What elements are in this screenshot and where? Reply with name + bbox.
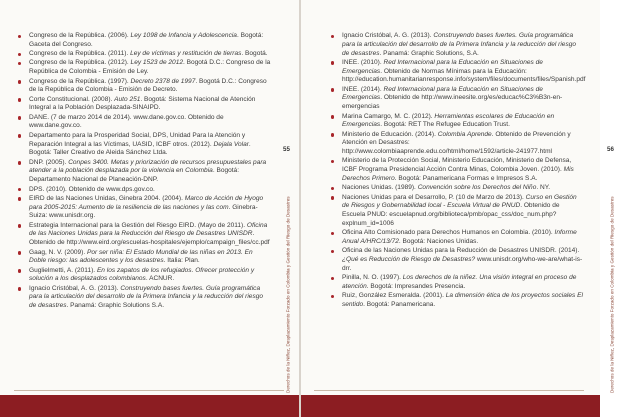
reference-title: Ley 1098 de Infancia y Adolescencia xyxy=(130,32,237,39)
reference-text: . Italia: Plan. xyxy=(163,257,200,265)
reference-item xyxy=(17,195,271,221)
reference-text: . Bogotá. xyxy=(241,50,268,58)
reference-text: DANE. (7 de marzo 2014 de 2014). www.dane.gov.co. Obtenido de www.dane.gov.co. xyxy=(29,113,224,130)
reference-text: . Bogotá: Naciones Unidas. xyxy=(398,238,479,245)
reference-text: DPS. (2010). Obtenido de www.dps.gov.co. xyxy=(29,185,155,193)
reference-item xyxy=(330,59,584,85)
bullet-icon xyxy=(18,134,21,137)
reference-title: Red Internacional para la Educación en Situaciones de Emergencias xyxy=(342,58,543,75)
bullet-icon xyxy=(18,251,21,254)
reference-text: . Bogotá D.C.: Congreso de la República de Colombia - Emisión de Ley. xyxy=(29,59,271,76)
bullet-icon xyxy=(331,61,334,64)
reference-item xyxy=(17,186,271,195)
reference-item xyxy=(330,247,584,273)
reference-text: www.unisdr.org/who-we-are/what-is-drr. xyxy=(342,256,583,272)
reference-title: Ley de víctimas y restitución de tierras xyxy=(130,50,242,58)
reference-text: Pinilla, N. O. (1997). xyxy=(342,274,403,282)
reference-text: INEE. (2014). xyxy=(342,85,384,93)
reference-item xyxy=(17,249,271,267)
reference-item xyxy=(330,194,584,229)
left-running-header-text: Derechos de la Niñez, Desplazamiento Forzado en Colombia y Gestión del Riesgo de Desastres xyxy=(285,196,291,393)
reference-item xyxy=(330,86,584,112)
left-reference-list xyxy=(17,32,271,312)
reference-title: Colombia Aprende xyxy=(437,130,492,138)
reference-text: . Ginebra-Suiza: www.unisdr.org. xyxy=(29,203,258,220)
reference-text: . Bogotá: Sistema Nacional de Atención Integral a la Población Desplazada-SINAIPD. xyxy=(29,95,256,112)
reference-title: Por ser niña: El Estado Mundial de las niñas en 2013. En Doble riesgo: las adolescentes y los desastres xyxy=(29,248,253,265)
reference-title: Decreto 2378 de 1997 xyxy=(130,77,196,85)
reference-item xyxy=(330,184,584,193)
bullet-icon xyxy=(18,224,21,227)
bullet-icon xyxy=(18,80,21,83)
reference-text: Ministerio de la Protección Social, Ministerio Educación, Ministerio de Defensa, ICBF Programa Presidencial Acción Contra Minas, Colombia Joven. (2010). xyxy=(342,157,572,174)
reference-item xyxy=(330,113,584,131)
right-running-header xyxy=(607,158,617,398)
bullet-icon xyxy=(18,161,21,164)
reference-text: . Bogotá: Gaceta del Congreso. xyxy=(29,32,264,48)
reference-text: . Bogotá: Panamericana. xyxy=(363,301,436,309)
left-footer-band xyxy=(0,395,299,417)
reference-text: Corte Constitucional. (2008). xyxy=(29,95,115,103)
bullet-icon xyxy=(331,187,334,190)
bullet-icon xyxy=(18,197,21,200)
reference-item xyxy=(330,229,584,247)
bullet-icon xyxy=(331,133,334,136)
reference-item xyxy=(17,50,271,59)
right-footer-band xyxy=(301,395,600,417)
reference-title: Dejala Volar xyxy=(213,140,249,148)
bullet-icon xyxy=(18,35,21,38)
reference-item xyxy=(17,285,271,311)
reference-item xyxy=(17,267,271,285)
reference-title: Marco de Acción de Hyogo para 2005-2015: Aumento de la resiliencia de las naciones y las com xyxy=(29,194,264,211)
left-page xyxy=(0,0,299,417)
reference-item xyxy=(330,131,584,157)
reference-text: Oficina Alto Comisionado para Derechos Humanos en Colombia. (2010). xyxy=(342,229,555,237)
reference-text: EIRD de las Naciones Unidas, Ginebra 2004. (2004). xyxy=(29,194,185,202)
reference-text: Marina Camargo, M. C. (2012). xyxy=(342,112,435,120)
reference-text: Ignacio Cristóbal, A. G. (2013). xyxy=(342,32,434,39)
reference-title: Auto 251 xyxy=(114,95,141,103)
bullet-icon xyxy=(331,160,334,163)
reference-text: . Panamá: Graphic Solutions S.A. xyxy=(66,302,165,310)
reference-text: Ruiz, González Esmeralda. (2001). xyxy=(342,292,446,300)
bullet-icon xyxy=(331,196,334,199)
reference-text: Congreso de la República. (1997). xyxy=(29,77,131,85)
reference-item xyxy=(17,59,271,77)
reference-text: . Bogotá: RET The Refugee Education Trust. xyxy=(380,121,510,129)
bullet-icon xyxy=(18,269,21,272)
left-footer-rule xyxy=(14,390,284,391)
reference-text: . Bogotá: Panamericana Formas e Impresos S.A. xyxy=(394,174,538,182)
reference-item xyxy=(330,32,584,58)
reference-text: . Bogotá: Departamento Nacional de Planeación-DNP. xyxy=(29,167,240,184)
reference-text: Oficina de las Naciones Unidas para la Reducción de Desastres UNISDR. (2014). xyxy=(342,247,580,255)
reference-text: Estrategia Internacional para la Gestión del Riesgo EIRD. (Mayo de 2011). xyxy=(29,221,247,229)
bullet-icon xyxy=(18,98,21,101)
reference-item xyxy=(17,132,271,158)
bullet-icon xyxy=(18,53,21,56)
reference-text: . Bogotá: Taller Creativo de Aleida Sánchez Ltda. xyxy=(29,140,251,157)
bullet-icon xyxy=(331,277,334,280)
reference-title: Convención sobre los Derechos del Niño xyxy=(417,184,537,192)
reference-text: Ignacio Cristóbal, A. G. (2013). xyxy=(29,284,121,292)
reference-title: Construyendo bases fuertes. Guía programática para la articulación del desarrollo de la Primera Infancia y la reducción del riesgo de desastres xyxy=(29,284,263,310)
reference-text: . Obtenido de Normas Mínimas para la Educación: http://education.humanitarianresponse.info/system/files/documents/files/Spanish.pdf xyxy=(342,67,586,84)
bullet-icon xyxy=(331,88,334,91)
bullet-icon xyxy=(18,188,21,191)
reference-text: Congreso de la República. (2006). xyxy=(29,32,131,39)
right-footer-rule xyxy=(314,390,584,391)
reference-item xyxy=(17,78,271,96)
reference-item xyxy=(330,292,584,310)
reference-text: Congreso de la República. (2012). xyxy=(29,59,131,67)
reference-text: . Panamá: Graphic Solutions, S.A. xyxy=(379,49,479,57)
reference-title: La dimensión ética de los proyectos sociales El sentido xyxy=(342,292,583,309)
reference-title: Ley 1523 de 2012 xyxy=(130,59,183,67)
reference-title: Red Internacional para la Educación en Situaciones de Emergencias xyxy=(342,85,543,102)
reference-text: . Obtenido de http://www.ineesite.org/es/educac%C3%B3n-en-emergencias xyxy=(342,94,563,111)
reference-title: Construyendo bases fuertes. Guía programática para la articulación del desarrollo de la Primera Infancia y la reducción del riesgo de desastres xyxy=(342,32,576,57)
reference-item xyxy=(17,96,271,114)
reference-title: ¿Qué es Reducción de Riesgo de Desastres? xyxy=(342,256,476,264)
right-page xyxy=(301,0,615,417)
reference-text: Naciones Unidas para el Desarrollo, P. (10 de Marzo de 2013). xyxy=(342,193,526,201)
bullet-icon xyxy=(331,35,334,38)
reference-item xyxy=(17,222,271,248)
reference-title: Informe Anual A/HRC/13/72 xyxy=(342,229,577,245)
reference-text: . Bogotá D.C.: Congreso de la República de Colombia - Emisión de Decreto. xyxy=(29,77,267,94)
reference-text: Congreso de la República. (2011). xyxy=(29,50,131,58)
left-running-header xyxy=(283,158,293,398)
reference-text: INEE. (2010). xyxy=(342,58,384,66)
bullet-icon xyxy=(331,115,334,118)
reference-item xyxy=(17,32,271,50)
reference-text: . Obtenido de Prevención y Atención en Desastres: http://www.colombiaaprende.edu.co/html/home/1592/article-241977.html xyxy=(342,130,571,156)
left-page-number: 55 xyxy=(283,146,290,153)
reference-text: Guglielmetti, A. (2011). xyxy=(29,266,97,274)
bullet-icon xyxy=(331,295,334,298)
reference-text: Naciones Unidas. (1989). xyxy=(342,184,418,192)
right-running-header-text: Derechos de la Niñez, Desplazamiento Forzado en Colombia y Gestión del Riesgo de Desastres xyxy=(609,196,615,393)
reference-text: Departamento para la Prosperidad Social, DPS, Unidad Para la Atención y Reparación Integral a las Víctimas, UASID, ICBF otros. (2012). xyxy=(29,131,246,148)
reference-item xyxy=(17,159,271,185)
bullet-icon xyxy=(18,62,21,65)
bullet-icon xyxy=(331,232,334,235)
reference-title: Mis Derechos Primero xyxy=(342,166,574,182)
reference-text: Gaag, N. V. (2009). xyxy=(29,248,87,256)
reference-title: En los zapatos de los refugiados. Ofrecer protección y solución a los desplazados colombianos xyxy=(29,266,255,283)
reference-title: Conpes 3400. Metas y priorización de recursos presupuestales para atender a la población desplazada por la violencia en Colombia xyxy=(29,158,267,175)
reference-text: . Obtenido de Escuela PNUD: escuelapnud.org/biblioteca/pmb/opac_css/doc_num.php?explnum_id=1006 xyxy=(342,202,560,227)
reference-text: . NY. xyxy=(536,184,551,192)
right-page-number: 56 xyxy=(607,146,614,153)
reference-text: . Bogotá: Impresandes Presencia. xyxy=(366,282,466,290)
reference-item xyxy=(330,157,584,183)
reference-item xyxy=(17,114,271,132)
bullet-icon xyxy=(331,250,334,253)
reference-text: . ACNUR. xyxy=(145,275,175,283)
reference-item xyxy=(330,274,584,292)
reference-title: Curso en Gestión de Riesgos y Gobernabilidad local - Escuela Virtual de PNUD xyxy=(342,193,577,210)
reference-text: Ministerio de Educación. (2014). xyxy=(342,130,438,138)
reference-text: . Obtenido de http://www.eird.org/escuelas-hospitales/ejemplo/campaign_files/cc.pdf xyxy=(29,230,270,247)
bullet-icon xyxy=(18,116,21,119)
right-reference-list xyxy=(330,32,584,310)
bullet-icon xyxy=(18,287,21,290)
reference-title: Herramientas escolares de Educación en Emergencias xyxy=(342,112,555,129)
reference-text: DNP. (2005). xyxy=(29,158,69,166)
reference-title: Los derechos de la niñez. Una visión integral en proceso de atención xyxy=(342,274,577,290)
reference-title: Oficina de las Naciones Unidas para la Reducción del Riesgo de Desastres UNISDR xyxy=(29,221,268,238)
